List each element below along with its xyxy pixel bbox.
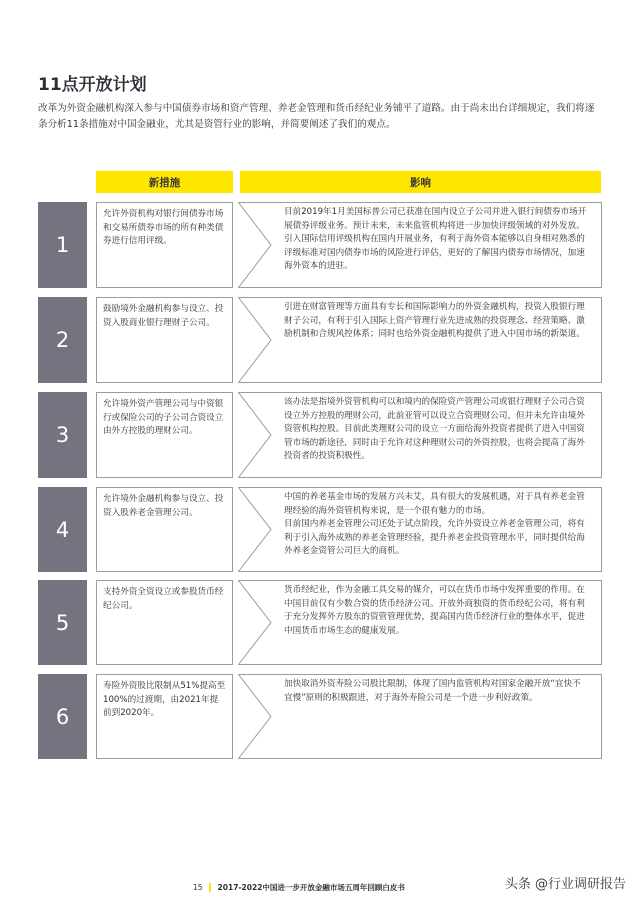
row-number: 6 xyxy=(38,674,87,759)
page-number: 15 xyxy=(193,883,203,892)
intro-paragraph: 改革为外资金融机构深入参与中国债券市场和资产管理、养老金管理和货币经纪业务铺平了道路。由于尚未出台详细规定，我们将逐条分析11条措施对中国金融业，尤其是资管行业的影响，并简要阐述了我们的观点。 xyxy=(38,103,595,130)
header-impact: 影响 xyxy=(240,171,601,193)
impact-text: 中国的养老基金市场的发展方兴未艾，具有很大的发展机遇，对于具有养老金管理经验的海外资管机构来说，是一个很有魅力的市场。 xyxy=(284,492,585,516)
table-row xyxy=(38,392,602,478)
table-row xyxy=(38,202,602,288)
impact-text: 目前国内养老金管理公司还处于试点阶段，允许外资设立养老金管理公司，将有利于引入海外成熟的养老金管理经验，提升养老金投资管理水平，同时提供给海外养老金资管公司巨大的商机。 xyxy=(284,519,585,557)
impact-text: 引入国际信用评级机构在国内开展业务，有利于海外资本能够以自身相对熟悉的评级标准对国内债券市场的风险进行评估，更好的了解国内债券市场情况，加速海外资本的进驻。 xyxy=(284,234,585,272)
measure-text: 允许境外资产管理公司与中资银行或保险公司的子公司合资设立由外方控股的理财公司。 xyxy=(96,392,233,478)
row-number: 4 xyxy=(38,487,87,572)
header-new-measures: 新措施 xyxy=(96,171,233,193)
measure-text: 鼓励境外金融机构参与设立、投资入股商业银行理财子公司。 xyxy=(96,297,233,383)
measure-text: 寿险外资股比限制从51%提高至100%的过渡期，由2021年提前到2020年。 xyxy=(96,674,233,759)
impact-text: 货币经纪业，作为金融工具交易的媒介，可以在货币市场中发挥重要的作用。在中国目前仅有少数合资的货币经济公司。开放外商独资的货币经纪公司，将有利于充分发挥外方股东的资管管理优势，提高国内货币经济行业的整体水平，促进中国货币市场生态的健康发展。 xyxy=(284,585,585,636)
row-number: 1 xyxy=(38,202,87,288)
impact-arrow-box xyxy=(238,580,602,665)
table-row xyxy=(38,580,602,665)
impact-arrow-box xyxy=(238,202,602,288)
measure-text: 支持外资全资设立或参股货币经纪公司。 xyxy=(96,580,233,665)
table-row xyxy=(38,297,602,383)
measure-text: 允许境外金融机构参与设立、投资入股养老金管理公司。 xyxy=(96,487,233,572)
row-number: 2 xyxy=(38,297,87,383)
impact-text: 引进在财富管理等方面具有专长和国际影响力的外资金融机构，投资入股银行理财子公司，有利于引入国际上资产管理行业先进成熟的投资理念、经营策略、激励机制和合规风控体系；同时也给外资金融机构提供了进入中国市场的新渠道。 xyxy=(284,302,585,340)
row-number: 5 xyxy=(38,580,87,665)
page-footer xyxy=(193,882,405,893)
measure-text: 允许外资机构对银行间债券市场和交易所债券市场的所有种类债券进行信用评级。 xyxy=(96,202,233,288)
impact-text: 加快取消外资寿险公司股比限制，体现了国内监管机构对国家金融开放“宜快不宜慢”原则的积极跟进，对于海外寿险公司是一个进一步利好政策。 xyxy=(284,679,581,703)
impact-arrow-box xyxy=(238,487,602,572)
table-row xyxy=(38,487,602,572)
row-number: 3 xyxy=(38,392,87,478)
impact-text: 目前2019年1月美国标普公司已获准在国内设立子公司并进入银行间债券市场开展债券评级业务。预计未来，未来监管机构将进一步加快评级领域的对外发放。 xyxy=(284,207,587,231)
footer-divider xyxy=(209,883,211,892)
impact-arrow-box xyxy=(238,392,602,478)
table-row xyxy=(38,674,602,759)
footer-title: 2017-2022中国进一步开放金融市场五周年回顾白皮书 xyxy=(217,883,405,892)
impact-arrow-box xyxy=(238,297,602,383)
page-title: 11点开放计划 xyxy=(38,75,147,95)
impact-arrow-box xyxy=(238,674,602,759)
watermark: 头条 @行业调研报告 xyxy=(504,877,626,892)
impact-text: 该办法是指境外资管机构可以和境内的保险资产管理公司或银行理财子公司合资设立外方控股的理财公司，此前亚管可以设立合资理财公司，但并未允许由境外资管机构控股。目前此类理财公司的设立一方面给海外投资者提供了进入中国资管市场的新途径，同时由于允许对这种理财公司的外资控股，也将会提高了海外投资者的投资积极性。 xyxy=(284,397,585,462)
